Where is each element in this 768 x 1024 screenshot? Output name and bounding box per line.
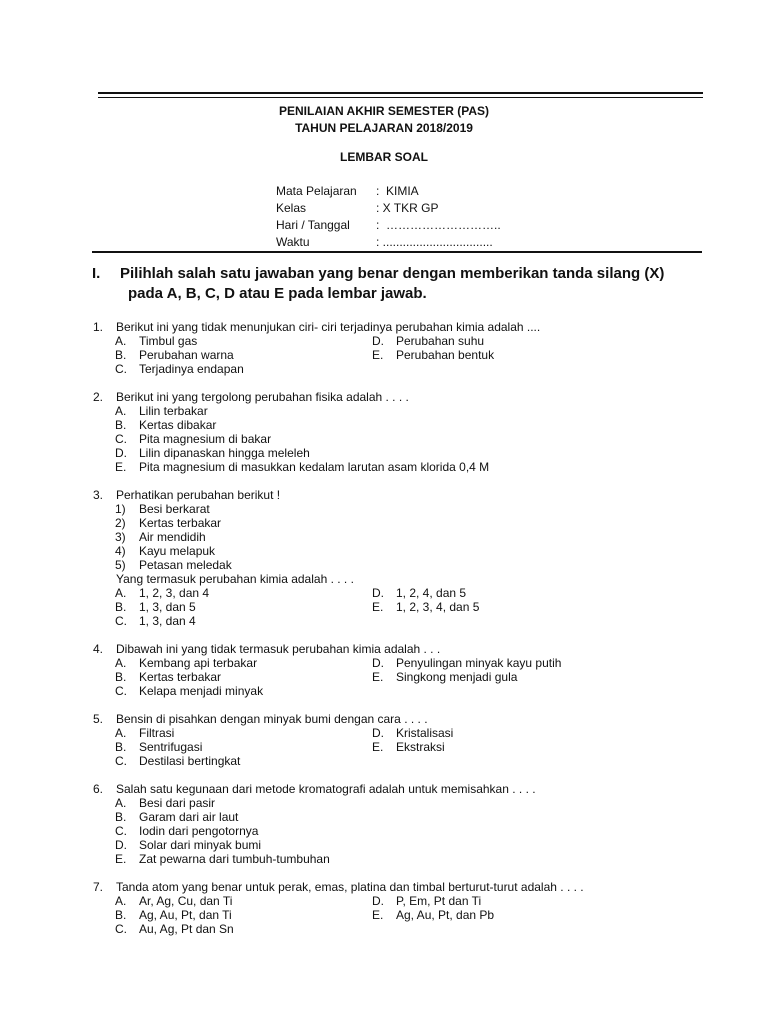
option-letter: A. [115,796,127,810]
info-value: : ……………………….. [376,218,501,232]
option-letter: A. [115,656,127,670]
top-rule-thin [98,97,703,98]
option-row [0,824,768,838]
option-letter: A. [115,894,127,908]
option-text: P, Em, Pt dan Ti [396,894,482,908]
option-text: Besi dari pasir [139,796,216,810]
question-number: 5. [93,712,104,726]
option-letter: D. [115,838,127,852]
option-text: Besi berkarat [139,502,210,516]
option-text: Penyulingan minyak kayu putih [396,656,562,670]
option-letter: D. [372,586,384,600]
option-letter: 2) [115,516,126,530]
option-text: Pita magnesium di masukkan kedalam larutan asam klorida 0,4 M [139,460,490,474]
question-text: Berikut ini yang tergolong perubahan fisika adalah . . . . [116,390,409,404]
option-letter: B. [115,740,127,754]
option-text: Yang termasuk perubahan kimia adalah . . . . [116,572,354,586]
option-letter: E. [372,740,384,754]
option-row [0,838,768,852]
option-letter: B. [115,810,127,824]
answer-option [115,516,221,530]
option-text: Petasan meledak [139,558,232,572]
answer-option [115,362,244,376]
option-text: Perubahan bentuk [396,348,495,362]
question-stem [0,880,768,894]
option-text: Ar, Ag, Cu, dan Ti [139,894,233,908]
option-letter: 1) [115,502,126,516]
option-letter: E. [372,348,384,362]
answer-option [372,348,494,362]
option-row [0,446,768,460]
option-letter: B. [115,348,127,362]
answer-option [115,432,271,446]
option-row [0,348,768,362]
option-row [0,656,768,670]
option-row [0,908,768,922]
info-row-time [276,234,501,251]
option-row [0,726,768,740]
question-number: 4. [93,642,104,656]
option-letter: 5) [115,558,126,572]
option-letter: C. [115,684,127,698]
option-text: Destilasi bertingkat [139,754,241,768]
option-text: Pita magnesium di bakar [139,432,272,446]
answer-option [115,460,489,474]
answer-option [115,586,209,600]
option-text: Terjadinya endapan [139,362,244,376]
question-text: Dibawah ini yang tidak termasuk perubahan kimia adalah . . . [116,642,441,656]
answer-option [115,614,196,628]
option-row [0,852,768,866]
option-row [0,502,768,516]
answer-option [115,502,210,516]
option-text: Zat pewarna dari tumbuh-tumbuhan [139,852,330,866]
option-text: Perubahan warna [139,348,234,362]
option-letter: E. [372,600,384,614]
answer-option [115,446,310,460]
question-number: 7. [93,880,104,894]
question-number: 1. [93,320,104,334]
option-row [0,600,768,614]
option-row [0,684,768,698]
option-text: Iodin dari pengotornya [139,824,259,838]
answer-option [115,670,221,684]
option-text: Garam dari air laut [139,810,239,824]
answer-option [372,894,481,908]
option-letter: B. [115,908,127,922]
option-text: Lilin dipanaskan hingga meleleh [139,446,310,460]
option-text: 1, 2, 3, 4, dan 5 [396,600,480,614]
question-item [0,390,768,474]
info-label: Hari / Tanggal [276,218,350,232]
option-text: Filtrasi [139,726,175,740]
option-letter: A. [115,586,127,600]
question-number: 2. [93,390,104,404]
option-letter: E. [372,670,384,684]
answer-option [115,824,258,838]
option-row [0,670,768,684]
option-letter: 4) [115,544,126,558]
option-letter: A. [115,726,127,740]
option-row [0,544,768,558]
option-row [0,796,768,810]
option-text: Timbul gas [139,334,198,348]
option-text: Air mendidih [139,530,206,544]
answer-option [115,894,232,908]
info-label: Mata Pelajaran [276,184,357,198]
option-letter: E. [115,460,127,474]
option-letter: C. [115,614,127,628]
option-text: 1, 2, 3, dan 4 [139,586,210,600]
info-value: : X TKR GP [376,201,439,215]
answer-option [115,838,261,852]
option-row [0,334,768,348]
answer-option [115,404,208,418]
question-number: 6. [93,782,104,796]
question-text: Salah satu kegunaan dari metode kromatografi adalah untuk memisahkan . . . . [116,782,536,796]
option-letter: A. [115,334,127,348]
answer-option [115,796,215,810]
option-row [0,558,768,572]
info-label: Kelas [276,201,307,215]
option-letter: D. [372,334,384,348]
sheet-subtitle: LEMBAR SOAL [340,150,428,164]
option-text: Perubahan suhu [396,334,485,348]
option-text: Ag, Au, Pt, dan Pb [396,908,495,922]
instruction-line-2: pada A, B, C, D atau E pada lembar jawab. [128,285,427,302]
question-text: Berikut ini yang tidak menunjukan ciri- ciri terjadinya perubahan kimia adalah .... [116,320,541,334]
option-letter: E. [115,852,127,866]
answer-option [372,908,494,922]
option-letter: B. [115,600,127,614]
option-row [0,810,768,824]
answer-option [115,810,238,824]
option-text: Kelapa menjadi minyak [139,684,264,698]
question-stem [0,782,768,796]
question-text: Tanda atom yang benar untuk perak, emas, platina dan timbal berturut-turut adalah . . . . [116,880,584,894]
option-row [0,922,768,936]
option-row [0,460,768,474]
option-text: Singkong menjadi gula [396,670,518,684]
option-letter: B. [115,670,127,684]
option-letter: A. [115,404,127,418]
answer-option [372,670,517,684]
answer-option [372,600,479,614]
option-text: Au, Ag, Pt dan Sn [139,922,234,936]
option-text: Kertas dibakar [139,418,217,432]
option-row [0,740,768,754]
option-text: Ag, Au, Pt, dan Ti [139,908,232,922]
option-row [0,432,768,446]
question-stem [0,712,768,726]
answer-option [115,418,216,432]
answer-option [372,334,484,348]
top-rule-thick [98,92,703,94]
answer-option [115,852,330,866]
option-text: Sentrifugasi [139,740,203,754]
info-row-class [276,200,501,217]
option-letter: D. [115,446,127,460]
info-value: : KIMIA [376,184,419,198]
question-text: Perhatikan perubahan berikut ! [116,488,281,502]
section-number: I. [92,265,101,282]
question-item [0,488,768,628]
answer-option [115,600,196,614]
question-stem [0,642,768,656]
answer-option [115,544,215,558]
option-row [0,418,768,432]
option-text: 1, 3, dan 4 [139,614,196,628]
option-text: Kertas terbakar [139,670,222,684]
info-label: Waktu [276,235,310,249]
question-item [0,320,768,376]
option-row [0,754,768,768]
instruction-line-1: Pilihlah salah satu jawaban yang benar dengan memberikan tanda silang (X) [120,265,665,282]
option-letter: D. [372,656,384,670]
option-letter: C. [115,754,127,768]
question-item [0,712,768,768]
answer-option [115,656,257,670]
answer-option [372,586,466,600]
info-value: : ................................. [376,235,493,249]
exam-title: PENILAIAN AKHIR SEMESTER (PAS) [278,104,489,118]
answer-option [372,726,453,740]
question-stem [0,390,768,404]
question-item [0,880,768,936]
answer-option [115,530,206,544]
answer-option [115,348,234,362]
section-divider [92,251,702,253]
option-row [0,404,768,418]
option-row [0,586,768,600]
question-prompt [116,572,354,586]
option-letter: D. [372,894,384,908]
answer-option [372,656,561,670]
option-row [0,362,768,376]
option-text: Solar dari minyak bumi [139,838,262,852]
option-letter: C. [115,922,127,936]
academic-year: TAHUN PELAJARAN 2018/2019 [295,121,473,135]
option-row [0,614,768,628]
option-letter: C. [115,432,127,446]
option-letter: E. [372,908,384,922]
option-row [0,572,768,586]
question-list [0,320,768,950]
exam-info [276,183,501,251]
option-letter: 3) [115,530,126,544]
question-stem [0,488,768,502]
question-item [0,642,768,698]
option-letter: D. [372,726,384,740]
option-text: Kertas terbakar [139,516,222,530]
option-letter: C. [115,362,127,376]
option-row [0,530,768,544]
option-letter: C. [115,824,127,838]
option-row [0,894,768,908]
option-text: 1, 3, dan 5 [139,600,196,614]
option-letter: B. [115,418,127,432]
option-text: Kayu melapuk [139,544,216,558]
option-text: Lilin terbakar [139,404,208,418]
answer-option [372,740,445,754]
answer-option [115,740,202,754]
question-item [0,782,768,866]
info-row-date [276,217,501,234]
question-stem [0,320,768,334]
answer-option [115,726,174,740]
info-row-subject [276,183,501,200]
option-text: Kembang api terbakar [139,656,258,670]
option-text: Ekstraksi [396,740,445,754]
option-row [0,516,768,530]
question-text: Bensin di pisahkan dengan minyak bumi dengan cara . . . . [116,712,428,726]
answer-option [115,754,240,768]
answer-option [115,684,263,698]
answer-option [115,908,232,922]
question-number: 3. [93,488,104,502]
answer-option [115,334,197,348]
option-text: 1, 2, 4, dan 5 [396,586,467,600]
option-text: Kristalisasi [396,726,454,740]
answer-option [115,558,232,572]
document-header [0,103,768,137]
answer-option [115,922,234,936]
